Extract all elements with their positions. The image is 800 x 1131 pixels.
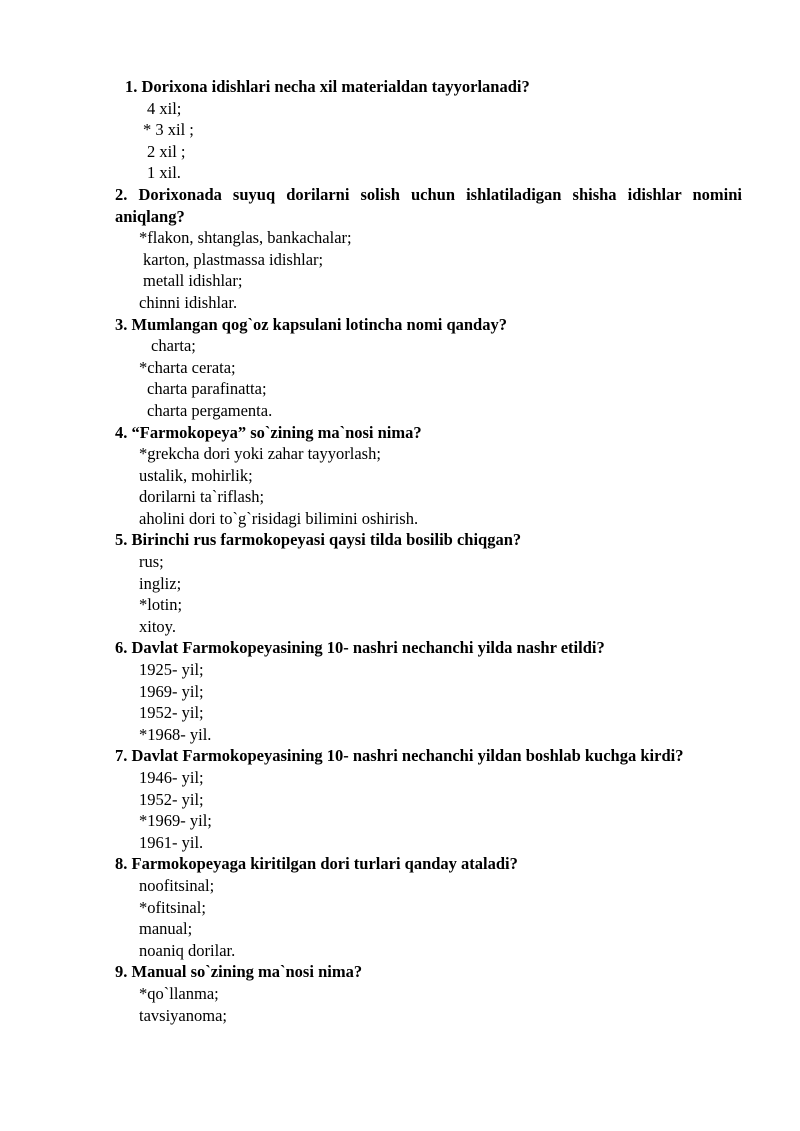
answer-option: *qo`llanma; <box>139 983 219 1003</box>
answer-option: tavsiyanoma; <box>139 1005 227 1025</box>
question-text: 7. Davlat Farmokopeyasining 10- nashri nechanchi yildan boshlab kuchga kirdi? <box>115 746 684 766</box>
question-block <box>115 314 742 422</box>
answer-option: 1 xil. <box>147 163 181 183</box>
answer-option: ustalik, mohirlik; <box>139 465 253 485</box>
answer-option: *charta cerata; <box>139 357 236 377</box>
answer-option: chinni idishlar. <box>139 292 238 312</box>
answer-option: 1961- yil. <box>139 832 204 852</box>
question-text: 2. Dorixonada suyuq dorilarni solish uchun ishlatiladigan shisha idishlar nomini aniqlang? <box>115 184 742 226</box>
answer-option: *grekcha dori yoki zahar tayyorlash; <box>139 444 381 464</box>
answer-option: 1969- yil; <box>139 681 204 701</box>
question-text: 6. Davlat Farmokopeyasining 10- nashri nechanchi yilda nashr etildi? <box>115 638 605 658</box>
question-text: 1. Dorixona idishlari necha xil materialdan tayyorlanadi? <box>125 77 530 96</box>
answer-option: *lotin; <box>139 595 183 615</box>
answer-option: *1969- yil; <box>139 811 212 831</box>
question-text: 8. Farmokopeyaga kiritilgan dori turlari qanday ataladi? <box>115 854 518 874</box>
answer-option: 1946- yil; <box>139 768 204 787</box>
answer-option: *flakon, shtanglas, bankachalar; <box>139 228 352 248</box>
answer-option: aholini dori to`g`risidagi bilimini oshirish. <box>139 508 419 528</box>
answer-option: xitoy. <box>139 616 176 636</box>
question-text: 5. Birinchi rus farmokopeyasi qaysi tilda bosilib chiqgan? <box>115 530 522 550</box>
answer-option: charta pergamenta. <box>147 400 273 420</box>
answer-option: rus; <box>139 552 164 572</box>
answer-option: charta; <box>151 336 196 356</box>
answer-option: 1925- yil; <box>139 660 204 680</box>
answer-option: karton, plastmassa idishlar; <box>143 249 324 269</box>
question-block <box>115 637 742 745</box>
question-text: 4. “Farmokopeya” so`zining ma`nosi nima? <box>115 422 422 442</box>
question-block <box>115 529 742 637</box>
answer-option: manual; <box>139 919 193 939</box>
answer-option: noofitsinal; <box>139 875 215 895</box>
answer-option: charta parafinatta; <box>147 379 267 399</box>
question-block <box>115 76 742 184</box>
question-text: 9. Manual so`zining ma`nosi nima? <box>115 962 363 982</box>
answer-option: dorilarni ta`riflash; <box>139 487 265 507</box>
answer-option: 4 xil; <box>147 98 182 118</box>
question-block <box>115 422 742 530</box>
answer-option: *1968- yil. <box>139 724 212 744</box>
answer-option: 1952- yil; <box>139 703 204 723</box>
question-block <box>115 184 742 314</box>
question-block <box>115 745 742 853</box>
question-text: 3. Mumlangan qog`oz kapsulani lotincha nomi qanday? <box>115 314 507 334</box>
question-block <box>115 853 742 961</box>
answer-option: * 3 xil ; <box>143 120 194 140</box>
answer-option: noaniq dorilar. <box>139 940 236 960</box>
question-list <box>115 76 742 1026</box>
answer-option: *ofitsinal; <box>139 897 206 917</box>
answer-option: 1952- yil; <box>139 789 204 809</box>
question-block <box>115 961 742 1026</box>
answer-option: metall idishlar; <box>143 271 243 291</box>
answer-option: ingliz; <box>139 573 182 593</box>
answer-option: 2 xil ; <box>147 141 186 161</box>
